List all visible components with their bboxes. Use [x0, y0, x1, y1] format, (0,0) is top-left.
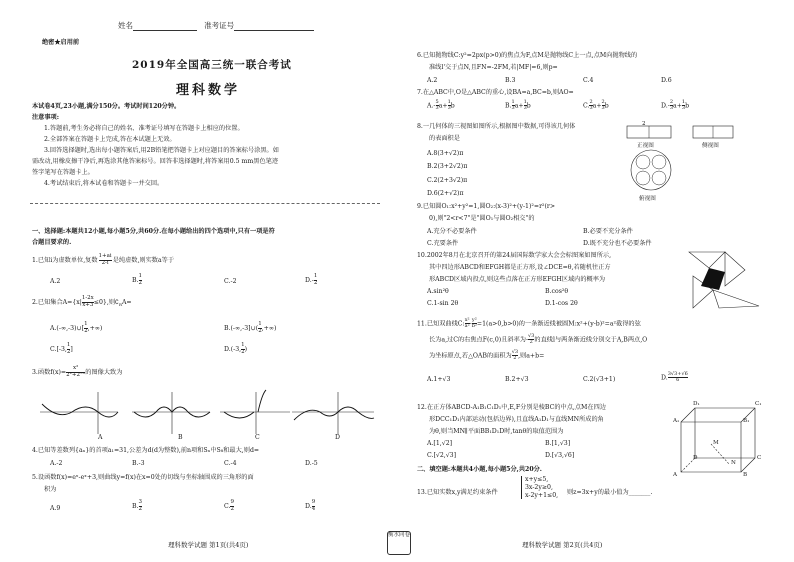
- q3-graph-a: [40, 392, 118, 434]
- q1-fraction: $\frac{1+ai}{2-i}$: [98, 253, 112, 266]
- q1-option-a: A.2: [50, 278, 61, 285]
- q10-line3: 形ABCD区域内投点,则这些点落在正方形EFGH区域内的概率为: [429, 276, 606, 283]
- note-item: 3.回答选择题时,选出每小题答案后,用2B铅笔把答题卡上对应题目的答案标号涂黑。如: [44, 147, 279, 154]
- q7-option-d: D.- $\frac{2}{3}$ a+ $\frac{1}{3}$ b: [661, 99, 690, 112]
- name-label: 姓名: [118, 21, 133, 30]
- note-item: 签字笔写在答题卡上。: [32, 169, 94, 176]
- q5-option-c: C. $\frac{9}{2}$: [224, 499, 234, 512]
- exam-no-label: 准考证号: [204, 21, 235, 30]
- q3-label-b: B: [178, 434, 183, 441]
- q9-line1: 9.已知圆O₁:x²+y²=1,圆O₂:(x-3)²+(y-1)²=r²(r>: [417, 203, 556, 210]
- q1-option-b: B. $\frac{1}{2}$: [132, 273, 143, 286]
- q8-option-d: D.6(2+√2)π: [427, 190, 464, 197]
- q12-option-b: B.[1,√3]: [545, 440, 571, 447]
- q2-option-d: D.(-3, $\frac{1}{2}$ ): [224, 342, 248, 355]
- notes-heading: 注意事项:: [32, 114, 60, 121]
- q12-option-c: C.[√2,√3]: [427, 452, 457, 459]
- q4-option-b: B.-3: [132, 460, 145, 467]
- q10-pinwheel-diagram: [679, 250, 769, 310]
- q13-constraints: [521, 476, 558, 499]
- q12-label-d1: D₁: [693, 401, 700, 407]
- subject-title: 理科数学: [176, 83, 241, 98]
- q13-constraint: x+y≤5,: [525, 476, 549, 483]
- q12-line2: 形DCC₁D₁内部运动(包括边界),且直线A₁D₁与直线MN所成的角: [429, 416, 604, 423]
- side-view: [693, 126, 733, 138]
- q3-stem: 3.函数f(x)= $\frac{\text{x²}}{\text{2ˣ+2⁻ˣ}}$ 的图像大致为: [32, 365, 123, 378]
- q9-option-d: D.既不充分也不必要条件: [583, 240, 652, 247]
- q8-side-view-label: 侧视图: [702, 143, 719, 149]
- q6-line2: 准线l'交于点N,且FN=-2FM,若|MF|=6,则p=: [429, 64, 558, 71]
- q11-option-b: B.2+√3: [505, 376, 529, 383]
- q9-line2: 0),则"2<r<7"是"圆O₁与圆O₂相交"的: [429, 215, 535, 222]
- top-view: [631, 150, 671, 190]
- q3-label-c: C: [255, 434, 260, 441]
- q1-option-c: C.-2: [224, 278, 237, 285]
- q3-label-d: D: [335, 434, 340, 441]
- secret-label: 绝密★启用前: [42, 39, 80, 46]
- q3-label-a: A: [98, 434, 103, 441]
- q5-option-b: B. $\frac{3}{2}$: [132, 499, 143, 512]
- q12-label-c1: C₁: [755, 401, 762, 407]
- q12-label-b1: B₁: [743, 418, 750, 424]
- q5-stem: 5.设函数f(x)=eˣ-eˣ+3,则曲线y=f(x)在x=0处的切线与坐标轴围成的三角形的面: [32, 474, 254, 481]
- q11-line1: 11.已知双曲线C: $\frac{\text{x²}}{\text{a²}}$ - $\frac{\text{y²}}{\text{b²}}$ =1(a>0,b>0)的一条渐近线被圆M:x²+(y-b)²=a²截得的弦: [417, 317, 641, 330]
- divider: [30, 203, 380, 204]
- q12-line3: 为θ,则当MN∥平面BB₁D₁D时,tanθ的取值范围为: [429, 428, 564, 435]
- q12-label-d: D: [693, 455, 698, 461]
- q8-top-view-label: 俯视图: [639, 196, 656, 202]
- q12-label-n: N: [731, 460, 736, 466]
- note-item: 4.考试结束后,将本试卷和答题卡一并交回。: [44, 180, 164, 187]
- q8-line1: 8.一几何体的三视图如图所示,根据图中数据,可得该几何体: [417, 123, 576, 130]
- q13-stem: 13.已知实数x,y满足约束条件: [417, 489, 498, 496]
- q6-option-a: A.2: [427, 77, 438, 84]
- q13-stem-cont: 则z=3x+y的最小值为_______.: [567, 489, 653, 496]
- q8-front-view-label: 正视图: [637, 143, 654, 149]
- q7-option-a: A.- $\frac{5}{3}$ a+ $\frac{1}{3}$ b: [427, 99, 455, 112]
- front-view: [627, 126, 671, 138]
- q12-label-a: A: [673, 472, 678, 478]
- q6-option-c: C.4: [583, 77, 594, 84]
- q4-option-a: A.-2: [50, 460, 63, 467]
- q7-option-b: B. $\frac{1}{3}$ a+ $\frac{1}{3}$ b: [505, 99, 531, 112]
- q8-dim-label: 2: [642, 121, 646, 127]
- section1-line2: 合题目要求的.: [32, 239, 72, 246]
- q4-option-d: D.-5: [305, 460, 318, 467]
- q6-option-b: B.3: [505, 77, 516, 84]
- footer-right: 理科数学试题 第2页(共4页): [522, 541, 603, 549]
- q8-option-b: B.2(3+2√2)π: [427, 163, 468, 170]
- q12-line1: 12.在正方体ABCD-A₁B₁C₁D₁中,E,F分别是棱BC的中点,点M在四边: [417, 404, 606, 411]
- q3-graph-d: [292, 392, 374, 434]
- q10-option-c: C.1-sin 2θ: [427, 300, 459, 307]
- note-item: 2.全部答案在答题卡上完成,答在本试题上无效。: [44, 136, 176, 143]
- q2-option-a: A.(-∞,-3)∪[ $\frac{1}{2}$ ,+∞): [50, 321, 103, 334]
- q10-line1: 10.2002年8月在北京召开的第24届国际数学家大会会标图案如图所示,: [417, 252, 612, 259]
- q10-option-a: A.sin²θ: [427, 288, 449, 295]
- page-right: [397, 0, 794, 562]
- q11-option-c: C.2(√3+1): [583, 376, 616, 383]
- q12-cube-diagram: [679, 404, 761, 476]
- q1-stem: 1.已知i为虚数单位,复数 $\frac{1+ai}{2-i}$ 是纯虚数,则实数a等于: [32, 253, 175, 266]
- q12-label-c: C: [757, 455, 762, 461]
- section2-heading: 二、填空题:本题共4小题,每小题5分,共20分.: [417, 466, 542, 473]
- footer-left: 理科数学试题 第1页(共4页): [168, 541, 249, 549]
- exam-title: 2019年全国高三统一联合考试: [132, 59, 292, 71]
- q12-label-m: M: [713, 440, 719, 446]
- q13-constraint: 3x-2y≥0,: [525, 483, 553, 491]
- q8-option-a: A.8(3+√2)π: [427, 150, 464, 157]
- q2-option-b: B.(-∞,-3]∪( $\frac{1}{2}$ ,+∞): [224, 321, 277, 334]
- q10-line2: 其中四边形ABCD和EFGH都是正方形,设∠DCE=θ,若随机往正方: [429, 264, 611, 271]
- q12-label-b: B: [743, 472, 748, 478]
- q4-option-c: C.-4: [224, 460, 237, 467]
- q5-option-a: A.9: [50, 505, 61, 512]
- q12-option-d: D.[√3,√6]: [545, 452, 575, 459]
- q9-option-a: A.充分不必要条件: [427, 228, 477, 235]
- q8-line2: 的表面积是: [429, 135, 460, 142]
- note-item: 1.答题前,考生务必将自己的姓名、准考证号填写在答题卡上相应的位置。: [44, 125, 244, 132]
- q10-option-b: B.cos²θ: [545, 288, 569, 295]
- q2-stem: 2.已知集合A={x| $\frac{1-2x}{x+3}$ ≤0},则$∁_RA=$: [32, 295, 132, 308]
- q5-stem-cont: 积为: [44, 486, 57, 493]
- q12-option-a: A.[1,√2]: [427, 440, 453, 447]
- q2-option-c: C.[-3, $\frac{1}{2}$ ]: [50, 342, 73, 355]
- q9-option-c: C.充要条件: [427, 240, 459, 247]
- q10-option-d: D.1-cos 2θ: [545, 300, 578, 307]
- q5-option-d: D. $\frac{9}{4}$: [305, 499, 316, 512]
- q6-line1: 6.已知抛物线C:y²=2px(p>0)的焦点为F,点M是抛物线C上一点,点M向抛物线的: [417, 52, 638, 59]
- q7-stem: 7.在△ABC中,O是△ABC的重心,设BA=a,BC=b,则AO=: [417, 89, 574, 96]
- q11-line3: 为坐标原点,若△OAB的面积为 $\frac{√3}{2}$ ,则a+b=: [429, 349, 545, 362]
- q3-graph-options: [40, 390, 380, 440]
- note-item: 需改动,用橡皮擦干净后,再选涂其他答案标号。回答非选择题时,将答案用0.5 mm黑色笔迹: [32, 158, 279, 165]
- q3-graph-c: [220, 390, 290, 434]
- exam-info: 本试卷4页,23小题,满分150分。考试时间120分钟。: [32, 103, 181, 110]
- q11-line2: 长为a,过C的右焦点F(c,0)且斜率为- $\frac{√3}{2}$ 的直线l与两条渐近线分别交于A,B两点,O: [429, 333, 648, 346]
- q4-stem: 4.已知等差数列{aₙ}的首项a₁=31,公差为d(d为整数),前n项和Sₙ中S₈和最大,则d=: [32, 447, 260, 454]
- q3-graph-b: [132, 392, 210, 434]
- q9-option-b: B.必要不充分条件: [583, 228, 633, 235]
- logo-stamp: 衡水同卷: [387, 531, 411, 555]
- q11-option-d: D. $\frac{3√3+√6}{6}$: [661, 371, 688, 384]
- q12-label-a1: A₁: [673, 418, 680, 424]
- q8-option-c: C.2(2+3√2)π: [427, 177, 468, 184]
- q1-option-d: D.- $\frac{1}{2}$: [305, 273, 318, 286]
- name-field: [118, 20, 314, 31]
- section1-line1: 一、选择题:本题共12小题,每小题5分,共60分.在每小题给出的四个选项中,只有一项是符: [32, 228, 275, 235]
- q13-constraint: x-2y+1≤0,: [525, 491, 559, 499]
- q7-option-c: C. $\frac{2}{3}$ a+ $\frac{2}{3}$ b: [583, 99, 609, 112]
- q11-option-a: A.1+√3: [427, 376, 451, 383]
- q6-option-d: D.6: [661, 77, 672, 84]
